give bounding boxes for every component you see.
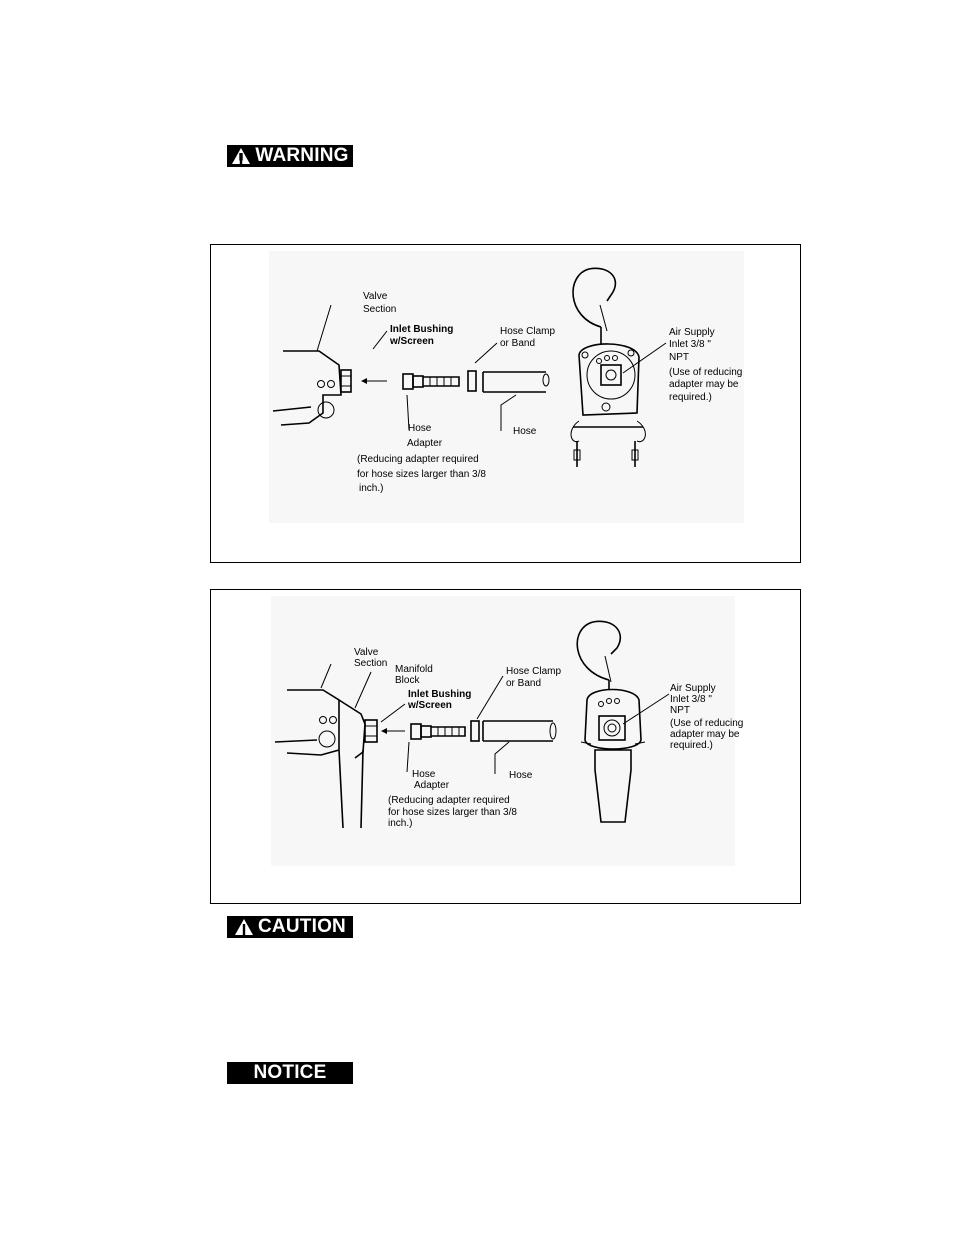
fig1-label-air-note-1: (Use of reducing xyxy=(669,367,743,378)
fig2-label-air-note-3: required.) xyxy=(670,740,713,751)
fig2-label-hose-clamp-1: Hose Clamp xyxy=(506,666,562,677)
fig1-label-air-supply-2: Inlet 3/8 " xyxy=(669,339,711,350)
fig2-label-air-note-2: adapter may be xyxy=(670,729,740,740)
fig2-label-air-supply-1: Air Supply xyxy=(670,683,716,694)
fig1-label-reducing-note-3: inch.) xyxy=(359,483,384,494)
figure-2-drawing xyxy=(211,590,800,903)
fig2-label-valve-section-2: Section xyxy=(354,658,388,669)
fig2-label-reducing-note-2: for hose sizes larger than 3/8 xyxy=(388,807,517,818)
fig1-label-reducing-note-1: (Reducing adapter required xyxy=(357,454,479,465)
fig1-label-inlet-bushing-1: Inlet Bushing xyxy=(390,324,454,335)
fig2-label-hose-adapter-1: Hose xyxy=(412,769,436,780)
fig1-label-hose-adapter-1: Hose xyxy=(408,423,432,434)
fig1-label-valve-section-2: Section xyxy=(363,304,397,315)
fig1-label-air-note-2: adapter may be xyxy=(669,379,739,390)
warning-label: WARNING xyxy=(255,145,349,166)
caution-label: CAUTION xyxy=(258,916,346,937)
fig2-label-reducing-note-3: inch.) xyxy=(388,818,413,829)
fig1-label-reducing-note-2: for hose sizes larger than 3/8 xyxy=(357,469,486,480)
fig2-label-reducing-note-1: (Reducing adapter required xyxy=(388,795,510,806)
warning-badge xyxy=(227,145,353,167)
figure-1-drawing xyxy=(211,245,800,562)
fig2-label-air-note-1: (Use of reducing xyxy=(670,718,744,729)
fig2-label-valve-section-1: Valve xyxy=(354,647,379,658)
fig1-label-hose-clamp-2: or Band xyxy=(500,338,536,349)
fig1-label-valve-section-1: Valve xyxy=(363,291,388,302)
notice-label: NOTICE xyxy=(253,1062,327,1083)
fig2-label-hose-clamp-2: or Band xyxy=(506,678,542,689)
fig1-label-hose-clamp-1: Hose Clamp xyxy=(500,326,556,337)
fig2-label-air-supply-2: Inlet 3/8 " xyxy=(670,694,712,705)
figure-1-valve-inlet-connection xyxy=(210,244,801,563)
fig2-label-inlet-bushing-2: w/Screen xyxy=(408,700,452,711)
fig1-label-hose: Hose xyxy=(513,426,537,437)
notice-badge xyxy=(227,1062,353,1084)
fig2-label-manifold-block-1: Manifold xyxy=(395,664,433,675)
fig1-label-air-supply-3: NPT xyxy=(669,352,689,363)
fig2-label-air-supply-3: NPT xyxy=(670,705,690,716)
fig1-label-air-supply-1: Air Supply xyxy=(669,327,715,338)
figure-2-manifold-inlet-connection xyxy=(210,589,801,904)
fig1-label-inlet-bushing-2: w/Screen xyxy=(390,336,434,347)
fig2-label-manifold-block-2: Block xyxy=(395,675,420,686)
fig1-label-air-note-3: required.) xyxy=(669,392,712,403)
fig1-label-hose-adapter-2: Adapter xyxy=(407,438,443,449)
fig2-label-hose-adapter-2: Adapter xyxy=(414,780,450,791)
fig2-label-inlet-bushing-1: Inlet Bushing xyxy=(408,689,472,700)
fig2-label-hose: Hose xyxy=(509,770,533,781)
warning-triangle-icon xyxy=(231,147,251,165)
caution-triangle-icon xyxy=(234,918,254,936)
caution-badge xyxy=(227,916,353,938)
